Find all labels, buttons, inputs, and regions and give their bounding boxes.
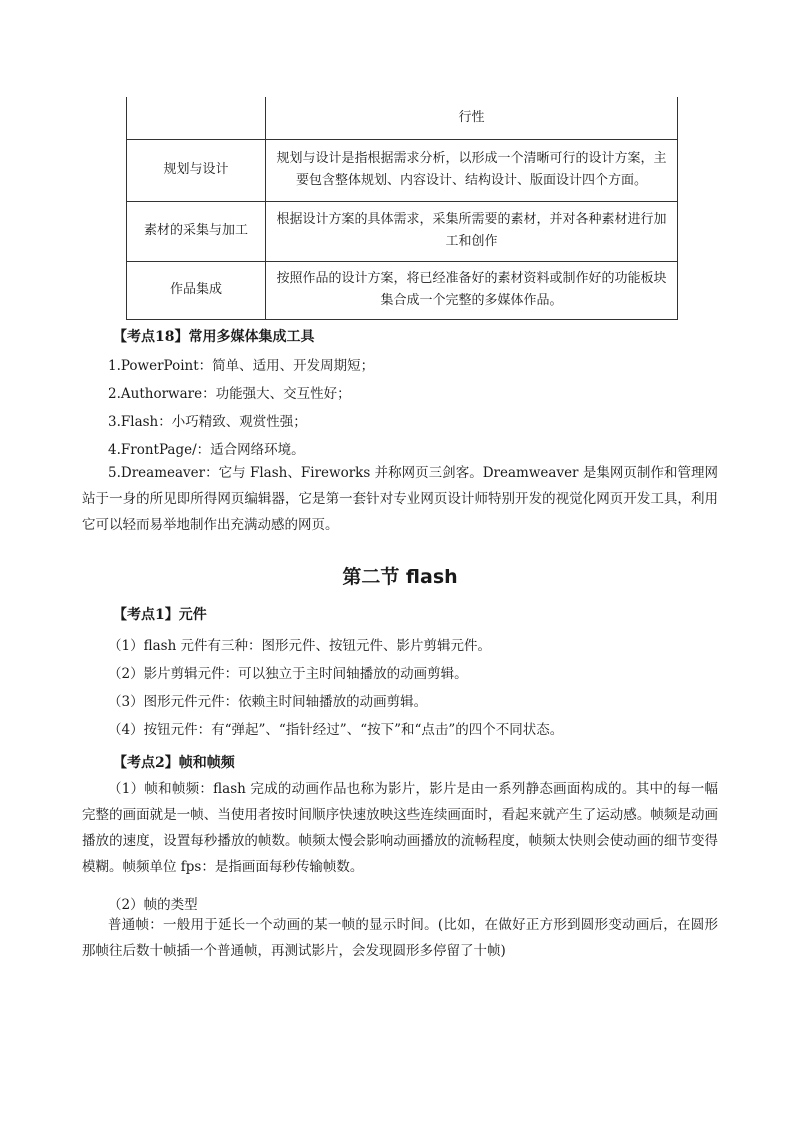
workflow-table	[126, 97, 678, 320]
frame-types-subheading: （2）帧的类型	[108, 897, 198, 913]
table-row	[127, 201, 678, 261]
list-item: （4）按钮元件：有“弹起”、“指针经过”、“按下”和“点击”的四个不同状态。	[108, 722, 564, 738]
list-item: 4.FrontPage/：适合网络环境。	[108, 442, 305, 458]
table-row	[127, 97, 678, 139]
table-cell-stage: 作品集成	[127, 261, 266, 319]
table-row	[127, 139, 678, 201]
list-item: 1.PowerPoint：简单、适用、开发周期短；	[108, 358, 375, 374]
table-cell-stage: 规划与设计	[127, 139, 266, 201]
list-item: （1）flash 元件有三种：图形元件、按钮元件、影片剪辑元件。	[108, 638, 492, 654]
frame-rate-paragraph: （1）帧和帧频：flash 完成的动画作品也称为影片，影片是由一系列静态画面构成的。其中的每一幅完整的画面就是一帧、当使用者按时间顺序快速放映这些连续画面时，看起来就产生了运动感。帧频是动画播放的速度，设置每秒播放的帧数。帧频太慢会影响动画播放的流畅程度，帧频太快则会使动画的细节变得模糊。帧频单位 fps：是指画面每秒传输帧数。	[82, 781, 718, 875]
table-cell-description: 根据设计方案的具体需求，采集所需要的素材，并对各种素材进行加工和创作	[266, 201, 678, 261]
kp2-heading: 【考点2】帧和帧频	[113, 755, 235, 771]
section-title: 第二节 flash	[342, 566, 458, 588]
list-item: （2）影片剪辑元件：可以独立于主时间轴播放的动画剪辑。	[108, 666, 468, 682]
list-item: 3.Flash：小巧精致、观赏性强；	[108, 414, 307, 430]
table-row	[127, 261, 678, 319]
normal-frame-paragraph: 普通帧：一般用于延长一个动画的某一帧的显示时间。(比如，在做好正方形到圆形变动画后，在圆形那帧往后数十帧插一个普通帧，再测试影片，会发现圆形多停留了十帧)	[82, 917, 718, 959]
kp1-heading: 【考点1】元件	[113, 607, 207, 623]
table-cell-stage: 素材的采集与加工	[127, 201, 266, 261]
dreamweaver-paragraph: 5.Dreameaver：它与 Flash、Fireworks 并称网页三剑客。Dreamweaver 是集网页制作和管理网站于一身的所见即所得网页编辑器，它是第一套针对专业网页设计师特别开发的视觉化网页开发工具，利用它可以轻而易举地制作出充满动感的网页。	[82, 465, 718, 533]
table-cell-description: 按照作品的设计方案，将已经准备好的素材资料或制作好的功能板块集合成一个完整的多媒体作品。	[266, 261, 678, 319]
table-cell-description: 规划与设计是指根据需求分析，以形成一个清晰可行的设计方案，主要包含整体规划、内容设计、结构设计、版面设计四个方面。	[266, 139, 678, 201]
table-cell-description: 行性	[266, 97, 678, 139]
kp18-heading: 【考点18】常用多媒体集成工具	[113, 329, 315, 345]
list-item: （3）图形元件元件：依赖主时间轴播放的动画剪辑。	[108, 694, 428, 710]
list-item: 2.Authorware：功能强大、交互性好；	[108, 386, 351, 402]
table-cell-stage	[127, 97, 266, 139]
